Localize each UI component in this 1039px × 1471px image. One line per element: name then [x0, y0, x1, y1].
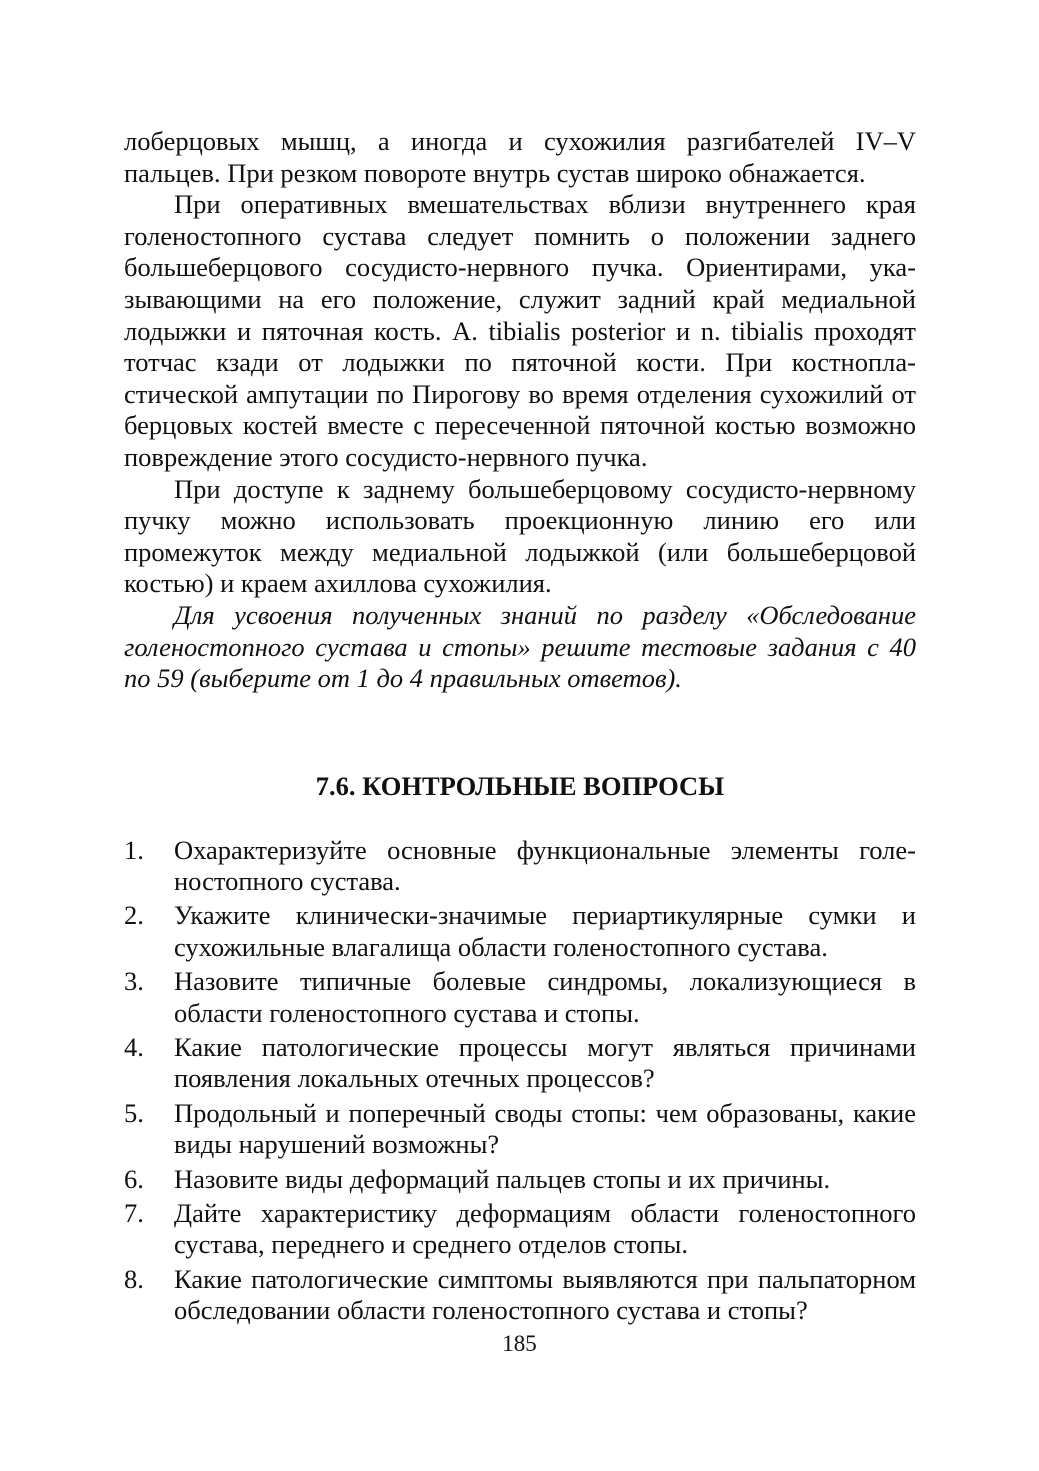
question-item — [124, 1098, 916, 1161]
page-number: 185 — [502, 1331, 537, 1356]
question-number: 5. — [124, 1097, 144, 1128]
question-item — [124, 1164, 916, 1195]
question-text: Укажите клинически-значимые периартикулярные сумки и сухожильные влагалища области голеностопного сустава. — [174, 900, 916, 962]
question-text: Охарактеризуйте основные функциональные элементы голеностопного сустава. — [174, 834, 916, 896]
question-item — [124, 966, 916, 1029]
question-number: 4. — [124, 1032, 144, 1063]
test-instruction: Для усвоения полученных знаний по разделу «Обследование голеностопного сустава и стопы» решите тестовые задания с 40 по 59 (выберите от 1 до 4 правильных ответов). — [124, 599, 916, 694]
question-text: Назовите типичные болевые синдромы, локализующиеся в области голеностопного сустава и стопы. — [174, 966, 916, 1028]
body-paragraph: При доступе к заднему большеберцовому сосудисто-нервному пучку можно использовать проекционную линию его или промежуток между медиальной лодыжкой (или большеберцовой костью) и краем ахиллова сухожилия. — [124, 473, 916, 599]
question-number: 6. — [124, 1163, 144, 1194]
question-item — [124, 1032, 916, 1095]
question-text: Назовите виды деформаций пальцев стопы и их причины. — [174, 1163, 831, 1194]
question-text: Какие патологические процессы могут являться причинами появления локальных отечных процессов? — [174, 1032, 916, 1094]
question-text: Продольный и поперечный своды стопы: чем образованы, какие виды нарушений возможны? — [174, 1097, 916, 1160]
section-heading: 7.6. КОНТРОЛЬНЫЕ ВОПРОСЫ — [315, 770, 725, 801]
body-paragraph: При оперативных вмешательствах вблизи внутреннего края голеностопного сустава следует помнить о положении заднего большеберцового сосудисто-нервного пучка. Ориентирами, указывающими на его положение, служит задний край медиальной лодыжки и пяточная кость. A. tibialis posterior и n. tibialis проходят тотчас кзади от лодыжки по пяточной кости. При костнопластической ампутации по Пирогову во время отделения сухожилий от берцовых костей вместе с пересеченной пяточной костью возможно повреждение этого сосудисто-нервного пучка. — [124, 189, 916, 472]
page-content — [124, 126, 916, 1330]
question-text: Какие патологические симптомы выявляются при пальпаторном обследовании области голеностопного сустава и стопы? — [174, 1263, 916, 1326]
questions-list — [124, 835, 916, 1327]
question-text: Дайте характеристику деформациям области голеностопного сустава, переднего и среднего отделов стопы. — [174, 1198, 916, 1260]
question-number: 1. — [124, 834, 144, 865]
question-number: 3. — [124, 966, 144, 997]
question-number: 8. — [124, 1263, 144, 1294]
question-item — [124, 900, 916, 963]
question-number: 7. — [124, 1198, 144, 1229]
question-item — [124, 1198, 916, 1261]
question-item — [124, 1264, 916, 1327]
question-number: 2. — [124, 900, 144, 931]
question-item — [124, 835, 916, 898]
body-paragraph: лоберцовых мышц, а иногда и сухожилия разгибателей IV–V пальцев. При резком повороте внутрь сустав широко обнажается. — [124, 126, 916, 188]
